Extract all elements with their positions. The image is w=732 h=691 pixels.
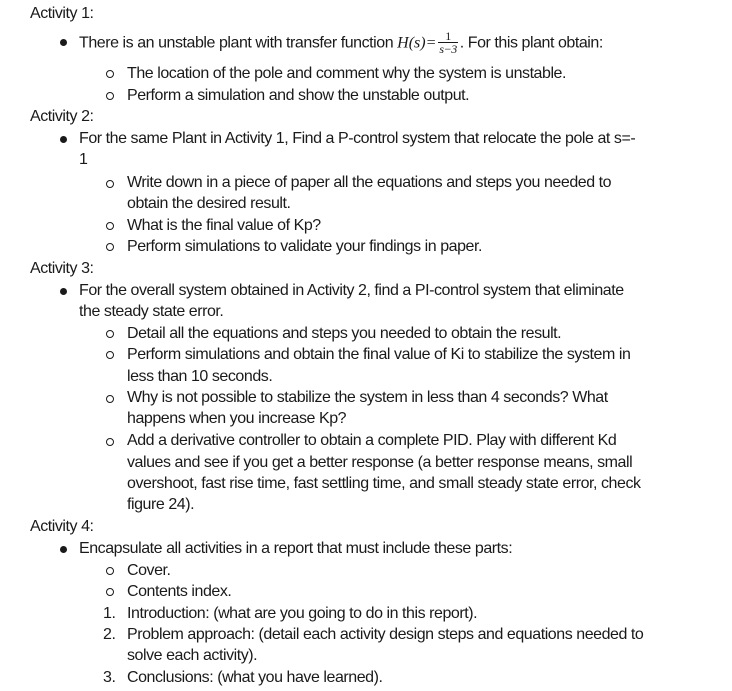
circle-bullet-icon [106, 222, 114, 230]
activity-3-sub-4-line-1: Add a derivative controller to obtain a complete PID. Play with different Kd [127, 432, 617, 449]
activity-1-sub-2: Perform a simulation and show the unstable output. [127, 87, 470, 104]
activity-2-bullet-line-2: 1 [79, 151, 88, 168]
numbered-marker-2: 2. [103, 626, 116, 643]
activity-2-sub-1-line-2: obtain the desired result. [127, 195, 291, 212]
activity-3-sub-4-line-2: values and see if you get a better response (a better response means, small [127, 454, 633, 471]
activity-4-sub-1: Cover. [127, 562, 171, 579]
activity-1-bullet [79, 31, 603, 56]
activity-4-numbered-1: Introduction: (what are you going to do in this report). [127, 605, 478, 622]
activity-1-heading: Activity 1: [30, 5, 94, 22]
circle-bullet-icon [106, 70, 114, 78]
activity-3-sub-2-line-1: Perform simulations and obtain the final value of Ki to stabilize the system in [127, 346, 631, 363]
activity-2-sub-2: What is the final value of Kp? [127, 217, 321, 234]
activity-2-sub-1-line-1: Write down in a piece of paper all the equations and steps you needed to [127, 174, 612, 191]
transfer-function-denominator: s−3 [439, 42, 457, 56]
activity-1-sub-1: The location of the pole and comment why the system is unstable. [127, 65, 567, 82]
numbered-marker-3: 3. [103, 669, 116, 686]
activity-4-sub-2: Contents index. [127, 583, 232, 600]
circle-bullet-icon [106, 588, 114, 596]
transfer-function-lhs: H(s)= [397, 34, 437, 52]
circle-bullet-icon [106, 330, 114, 338]
activity-4-heading: Activity 4: [30, 518, 94, 535]
activity-2-bullet-line-1: For the same Plant in Activity 1, Find a P-control system that relocate the pole at s=- [79, 130, 636, 147]
circle-bullet-icon [106, 180, 114, 188]
bullet-icon [60, 546, 67, 553]
circle-bullet-icon [106, 351, 114, 359]
transfer-function-numerator: 1 [438, 30, 457, 43]
activity-2-sub-3: Perform simulations to validate your findings in paper. [127, 238, 483, 255]
bullet-icon [60, 288, 67, 295]
activity-1-bullet-text-post: . For this plant obtain: [459, 34, 603, 52]
activity-3-heading: Activity 3: [30, 260, 94, 277]
activity-3-sub-3-line-1: Why is not possible to stabilize the system in less than 4 seconds? What [127, 389, 608, 406]
circle-bullet-icon [106, 395, 114, 403]
activity-3-sub-2-line-2: less than 10 seconds. [127, 368, 273, 385]
activity-3-bullet-line-1: For the overall system obtained in Activity 2, find a PI-control system that eliminate [79, 282, 624, 299]
bullet-icon [60, 136, 67, 143]
circle-bullet-icon [106, 92, 114, 100]
activity-3-bullet-line-2: the steady state error. [79, 303, 224, 320]
activity-3-sub-4-line-3: overshoot, fast rise time, fast settling time, and small steady state error, check [127, 475, 641, 492]
activity-1-bullet-text-pre: There is an unstable plant with transfer function [79, 34, 398, 52]
activity-3-sub-4-line-4: figure 24). [127, 496, 195, 513]
activity-4-bullet: Encapsulate all activities in a report that must include these parts: [79, 540, 513, 557]
circle-bullet-icon [106, 243, 114, 251]
bullet-icon [60, 39, 67, 46]
numbered-marker-1: 1. [103, 605, 116, 622]
activity-4-numbered-3: Conclusions: (what you have learned). [127, 669, 383, 686]
activity-4-numbered-2-line-2: solve each activity). [127, 647, 258, 664]
activity-4-numbered-2-line-1: Problem approach: (detail each activity design steps and equations needed to [127, 626, 644, 643]
activity-3-sub-3-line-2: happens when you increase Kp? [127, 410, 347, 427]
activity-3-sub-1: Detail all the equations and steps you needed to obtain the result. [127, 325, 562, 342]
circle-bullet-icon [106, 438, 114, 446]
activity-2-heading: Activity 2: [30, 108, 94, 125]
circle-bullet-icon [106, 567, 114, 575]
transfer-function-fraction [438, 30, 457, 55]
